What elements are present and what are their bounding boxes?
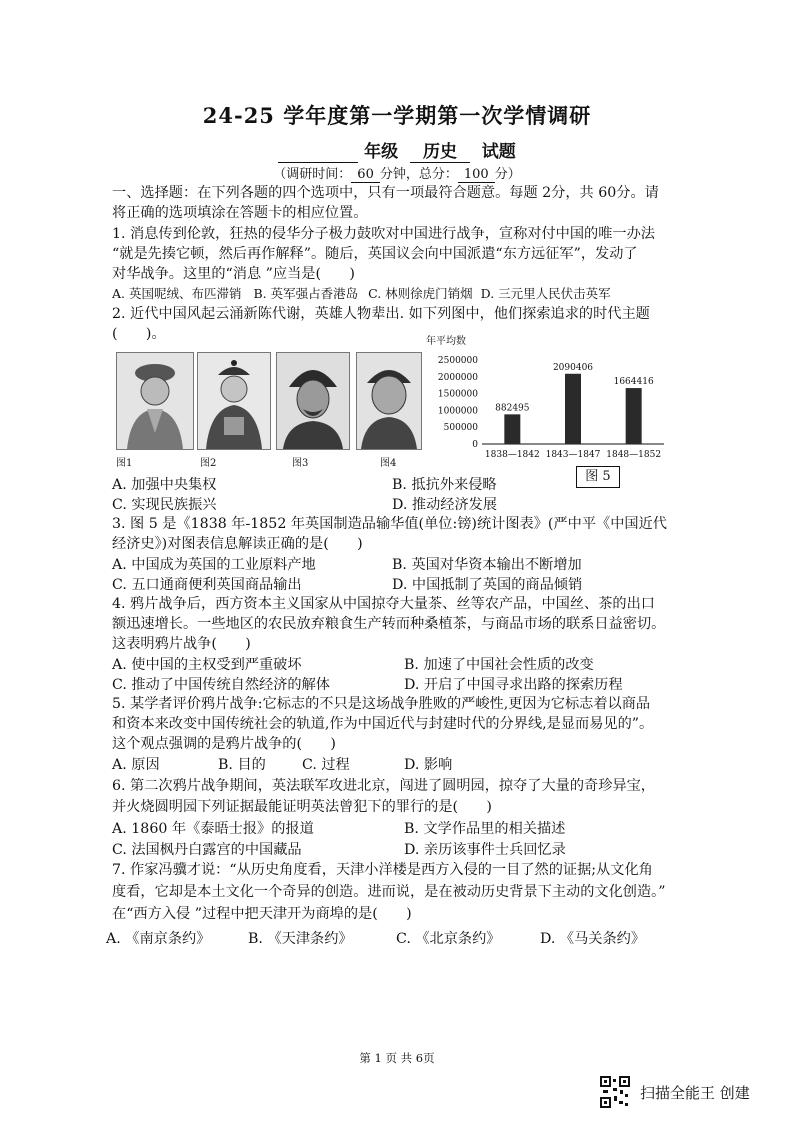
q1-line-1: 1. 消息传到伦敦，狂热的侵华分子极力鼓吹对中国进行战争，宣称对付中国的唯一办法 [112,226,655,242]
chart-y-tick-label: 0 [472,440,478,450]
q3-option-c[interactable]: C. 五口通商便利英国商品输出 [112,577,302,593]
q3-option-b[interactable]: B. 英国对华资本输出不断增加 [392,557,582,573]
page-number: 第 1 页 共 6页 [359,1051,435,1065]
chart-data-label: 1664416 [613,377,654,388]
exam-title: 24-25 学年度第一学期第一次学情调研 [202,103,592,128]
portrait-label-1: 图1 [116,458,133,469]
time-label: （调研时间： [273,167,352,182]
chart-x-tick-label: 1843—1847 [545,450,601,460]
q4-option-b[interactable]: B. 加速了中国社会性质的改变 [404,657,594,673]
q2-line-2: ( )。 [112,326,166,342]
q5-line-1: 5. 某学者评价鸦片战争:它标志的不只是这场战争胜败的严峻性,更因为它标志着以商品 [112,696,651,712]
figure5-bar-chart [424,330,674,466]
q3-option-d[interactable]: D. 中国抵制了英国的商品倾销 [392,577,583,593]
subject-name: 历史 [410,137,470,163]
q2-option-b[interactable]: B. 抵抗外来侵略 [392,477,497,493]
q2-line-1: 2. 近代中国风起云涌新陈代谢，英雄人物辈出. 如下列图中，他们探索追求的时代主题 [112,306,650,322]
q4-line-1: 4. 鸦片战争后，西方资本主义国家从中国掠夺大量茶、丝等农产品，中国丝、茶的出口 [112,596,655,612]
chart-title: 年平均数 [426,336,466,347]
q7-option-c[interactable]: C. 《北京条约》 [396,931,501,947]
portrait-label-4: 图4 [380,458,397,469]
q5-option-b[interactable]: B. 目的 [218,757,266,773]
q4-option-a[interactable]: A. 使中国的主权受到严重破坏 [112,657,302,673]
q4-line-2: 额迅速增长。一些地区的农民放弃粮食生产转而种桑植茶，与商品市场的联系日益密切。 [112,616,666,632]
q7-option-a[interactable]: A. 《南京条约》 [106,931,211,947]
chart-y-tick-label: 2500000 [437,356,478,366]
figure5-caption: 图 5 [576,466,620,488]
chart-y-tick-label: 1500000 [437,389,478,400]
q1-line-2: “就是先揍它顿，然后再作解释”。随后，英国议会向中国派遣“东方远征军”，发动了 [112,246,638,262]
q7-option-d[interactable]: D. 《马关条约》 [540,931,646,947]
time-unit: 分钟，总分： [379,167,458,182]
exam-info [0,163,794,182]
exam-label: 试题 [481,142,516,162]
q7-option-b[interactable]: B. 《天津条约》 [248,931,353,947]
q1-option-d[interactable]: D. 三元里人民伏击英军 [480,286,611,301]
q5-option-a[interactable]: A. 原因 [112,757,160,773]
score-value: 100 [458,167,495,183]
q3-line-2: 经济史》)对图表信息解读正确的是( ) [112,536,363,552]
chart-y-tick-label: 1000000 [437,406,478,417]
scanner-watermark: 扫描全能王 创建 [640,1084,750,1102]
chart-data-label: 2090406 [552,362,594,373]
chart-x-tick-label: 1838—1842 [484,450,540,460]
chart-bar [504,414,520,444]
q5-line-2: 和资本来改变中国传统社会的轨道,作为中国近代与封建时代的分界线,是显而易见的”。 [112,716,654,732]
chart-data-label: 882495 [495,403,530,414]
portrait-label-2: 图2 [200,458,217,469]
portrait-image-1 [116,352,194,450]
chart-x-tick-label: 1848—1852 [606,450,662,460]
q6-option-b[interactable]: B. 文学作品里的相关描述 [404,821,566,837]
q4-option-c[interactable]: C. 推动了中国传统自然经济的解体 [112,677,330,693]
q2-option-a[interactable]: A. 加强中央集权 [112,477,217,493]
chart-bar [565,374,581,444]
q4-line-3: 这表明鸦片战争( ) [112,636,251,652]
q7-line-1: 7. 作家冯骥才说：“从历史角度看，天津小洋楼是西方入侵的一目了然的证据;从文化角 [112,862,653,878]
q2-option-c[interactable]: C. 实现民族振兴 [112,497,217,513]
chart-bar [626,388,642,444]
q1-options [112,284,692,304]
q1-option-c[interactable]: C. 林则徐虎门销烟 [368,286,473,301]
q6-option-d[interactable]: D. 亲历该事件士兵回忆录 [404,842,566,858]
q6-option-c[interactable]: C. 法国枫丹白露宫的中国藏品 [112,842,302,858]
grade-blank [278,142,358,163]
exam-subtitle [0,137,794,163]
q6-line-2: 并火烧圆明园下列证据最能证明英法曾犯下的罪行的是( ) [112,799,492,815]
portrait-image-2 [197,352,271,450]
section-instruction-1: 一、选择题：在下列各题的四个选项中，只有一项最符合题意。每题 2分，共 60分。请 [112,185,659,201]
score-unit: 分） [494,167,521,182]
q6-line-1: 6. 第二次鸦片战争期间，英法联军攻进北京，闯进了圆明园，掠夺了大量的奇珍异宝， [112,778,655,794]
qr-code-icon [600,1076,630,1108]
q3-option-a[interactable]: A. 中国成为英国的工业原料产地 [112,557,316,573]
chart-y-tick-label: 500000 [443,423,478,434]
q6-option-a[interactable]: A. 1860 年《泰晤士报》的报道 [112,821,314,837]
q5-option-d[interactable]: D. 影响 [404,757,453,773]
q2-option-d[interactable]: D. 推动经济发展 [392,497,498,513]
chart-y-tick-label: 2000000 [437,372,478,383]
q3-line-1: 3. 图 5 是《1838 年-1852 年英国制造品输华值(单位:镑)统计图表》(严中平《中国近代 [112,516,667,532]
q5-option-c[interactable]: C. 过程 [302,757,350,773]
q7-line-3: 在“西方入侵 ”过程中把天津开为商埠的是( ) [112,906,412,922]
section-instruction-2: 将正确的选项填涂在答题卡的相应位置。 [112,205,368,221]
q4-option-d[interactable]: D. 开启了中国寻求出路的探索历程 [404,677,623,693]
portrait-image-3 [276,352,350,450]
time-value: 60 [351,167,380,183]
q1-option-b[interactable]: B. 英军强占香港岛 [253,286,359,301]
q1-option-a[interactable]: A. 英国呢绒、布匹滞销 [112,286,242,301]
portrait-image-4 [356,352,422,450]
portrait-label-3: 图3 [292,458,309,469]
q7-line-2: 度看，它却是本土文化一个奇异的创造。进而说，是在被动历史背景下主动的文化创造。” [112,884,666,900]
q5-line-3: 这个观点强调的是鸦片战争的( ) [112,736,336,752]
q1-line-3: 对华战争。这里的“消息 ”应当是( ) [112,266,355,282]
grade-label: 年级 [364,142,399,162]
